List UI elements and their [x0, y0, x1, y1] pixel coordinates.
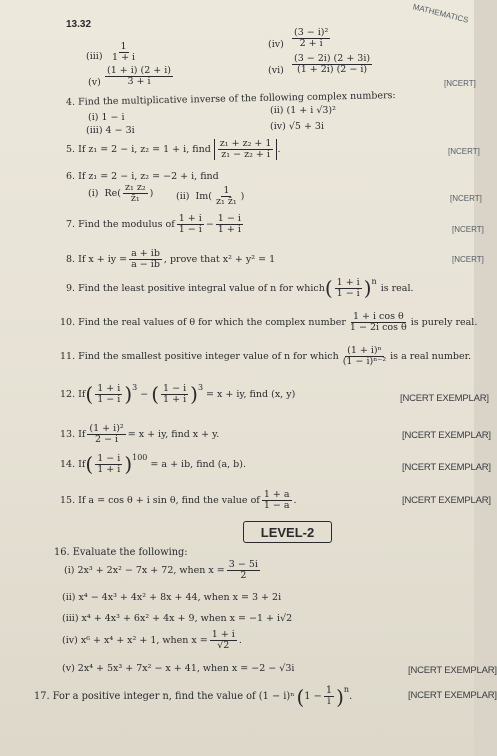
- q16-part-i-text: (i) 2x³ + 2x² − 7x + 72, when x =: [64, 564, 225, 576]
- q4-part: (iv) √5 + 3i: [270, 121, 325, 132]
- question-14: 14. If ( $\frac{1 - i}{1 + i}$ ) $^{100}$ = a + ib, find (a, b).: [60, 452, 246, 477]
- level-2-heading: LEVEL-2: [243, 521, 332, 543]
- side-tag: [NCERT]: [450, 194, 482, 203]
- question-16: 16. Evaluate the following:: [54, 547, 188, 558]
- question-14-text-b: = a + ib, find (a, b).: [150, 458, 246, 470]
- fraction: $\frac{\text{(3 − i)²}}{2 + i}$: [294, 27, 329, 49]
- question-9-text: 9. Find the least positive integral value of n for which: [66, 282, 325, 294]
- item-label: (vi): [268, 65, 284, 76]
- question-13-text-b: = x + iy, find x + y.: [127, 428, 220, 440]
- ncert-exemplar-tag: [NCERT EXEMPLAR]: [408, 690, 497, 701]
- question-9-text-b: is real.: [380, 282, 414, 294]
- question-12-text: 12. If: [60, 388, 86, 400]
- question-17-text: 17. For a positive integer n, find the value of (1 − i)ⁿ: [34, 690, 295, 702]
- question-10-text: 10. Find the real values of θ for which the complex number: [60, 316, 346, 328]
- side-tag: [NCERT]: [448, 147, 480, 156]
- running-head: MATHEMATICS: [411, 2, 470, 25]
- question-8: 8. If x + iy = $\frac{a + ib}{a - ib}$ , prove that x² + y² = 1: [66, 248, 276, 270]
- question-8-text: 8. If x + iy =: [66, 253, 128, 265]
- question-14-text: 14. If: [60, 458, 86, 470]
- question-10-text-b: is purely real.: [410, 316, 478, 328]
- fraction: $\frac{(1 + i) (2 + i)}{3 + i}$: [107, 65, 172, 87]
- q4-part: (i) 1 − i: [88, 112, 125, 123]
- side-tag: [NCERT]: [452, 255, 484, 264]
- item-label: (iii): [86, 51, 103, 62]
- q16-part-i: (i) 2x³ + 2x² − 7x + 72, when x = $\frac{3 - 5i}{2}$: [64, 559, 258, 581]
- ncert-exemplar-tag: [NCERT EXEMPLAR]: [402, 462, 491, 473]
- question-6: 6. If z₁ = 2 − i, z₂ = −2 + i, find: [66, 171, 219, 182]
- item-label: (iv): [268, 39, 284, 50]
- question-7-text: 7. Find the modulus of: [66, 218, 175, 230]
- question-4: 4. Find the multiplicative inverse of the following complex numbers:: [65, 90, 396, 108]
- question-10: 10. Find the real values of θ for which the complex number $\frac{\text{1 + i cos θ}}{\text{1 − 2i cos θ}}$ is purely real.: [60, 311, 478, 333]
- ncert-exemplar-tag: [NCERT EXEMPLAR]: [402, 495, 491, 506]
- ncert-exemplar-tag: [NCERT EXEMPLAR]: [408, 665, 497, 676]
- q6-part-ii: (ii) Im ( $\frac{1}{\text{z₁ z̄₁}}$ ): [176, 185, 245, 207]
- question-17: 17. For a positive integer n, find the value of (1 − i)ⁿ ( 1 − $\frac{1}{i}$ ) $^n$ .: [34, 684, 353, 709]
- question-11-text: 11. Find the smallest positive integer value of n for which: [60, 350, 339, 362]
- page-number: 13.32: [66, 19, 92, 30]
- q16-part-ii: (ii) x⁴ − 4x³ + 4x² + 8x + 44, when x = 3 + 2i: [62, 592, 282, 603]
- question-5: 5. If z₁ = 2 − i, z₂ = 1 + i, find $\frac{\text{z₁ + z₂ + 1}}{\text{z₁ − z₂ + i}}$ .: [66, 138, 281, 160]
- q16-part-v: (v) 2x⁴ + 5x³ + 7x² − x + 41, when x = −2 − √3i: [62, 663, 295, 674]
- side-tag: [NCERT]: [452, 225, 484, 234]
- item-label: (v): [88, 77, 101, 88]
- q4-part: (ii) (1 + i √3)²: [270, 105, 336, 116]
- question-12-text-b: = x + iy, find (x, y): [206, 388, 296, 400]
- question-11-text-b: is a real number.: [390, 350, 472, 362]
- question-15: 15. If a = cos θ + i sin θ, find the value of $\frac{1 + a}{1 - a}$ .: [60, 489, 297, 511]
- question-13: 13. If $\frac{\text{(1 + i)²}}{2 - i}$ = x + iy, find x + y.: [60, 423, 220, 445]
- question-11: 11. Find the smallest positive integer value of n for which $\frac{\text{(1 + i)ⁿ}}{\text{(1 − i)ⁿ⁻²}}$ is a real number.: [60, 345, 472, 367]
- ncert-exemplar-tag: [NCERT EXEMPLAR]: [402, 430, 491, 441]
- ncert-exemplar-tag: [NCERT EXEMPLAR]: [400, 393, 489, 404]
- q16-part-iv-text: (iv) x⁶ + x⁴ + x² + 1, when x =: [62, 634, 208, 646]
- fraction: $\frac{1}{1 + i}$: [112, 41, 136, 63]
- q16-part-iv: (iv) x⁶ + x⁴ + x² + 1, when x = $\frac{1 + i}{√2}$ .: [62, 629, 242, 651]
- side-tag: [NCERT]: [444, 79, 476, 88]
- question-9: 9. Find the least positive integral value of n for which ( $\frac{1 + i}{1 - i}$ ) $^n$ is real.: [66, 276, 414, 301]
- question-15-text: 15. If a = cos θ + i sin θ, find the value of: [60, 494, 260, 506]
- question-5-text: 5. If z₁ = 2 − i, z₂ = 1 + i, find: [66, 143, 211, 155]
- question-8-text-b: , prove that x² + y² = 1: [163, 253, 276, 265]
- q6-part-i: (i) Re ( $\frac{\text{z₁ z₂}}{\text{z̄₁}}$ ): [88, 182, 154, 204]
- question-13-text: 13. If: [60, 428, 86, 440]
- q4-part: (iii) 4 − 3i: [86, 125, 135, 136]
- fraction: $\frac{(3 - 2i) (2 + 3i)}{(1 + 2i) (2 - i)}$: [294, 53, 371, 75]
- question-7: 7. Find the modulus of $\frac{1 + i}{1 - i}$ − $\frac{1 - i}{1 + i}$: [66, 213, 241, 235]
- q16-part-iii: (iii) x⁴ + 4x³ + 6x² + 4x + 9, when x = −1 + i√2: [62, 613, 293, 624]
- question-12: 12. If ( $\frac{1 + i}{1 - i}$ ) $^3$ − ( $\frac{1 - i}{1 + i}$ ) $^3$ = x + iy, find (x, y): [60, 382, 296, 407]
